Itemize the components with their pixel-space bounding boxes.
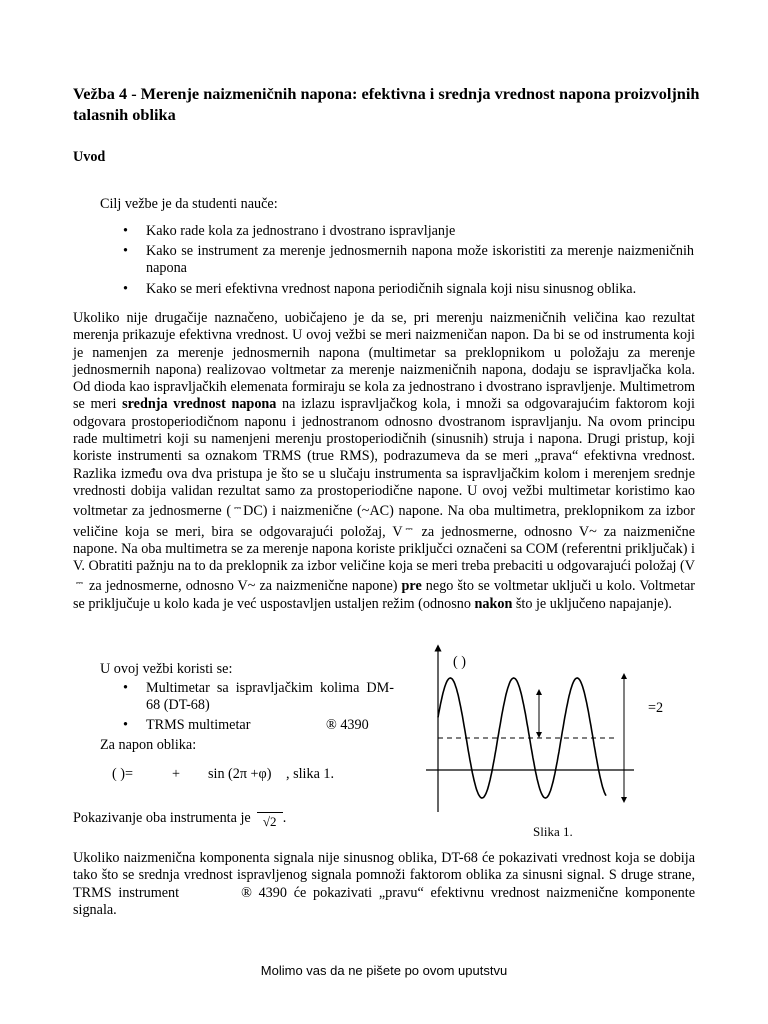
footer-note: Molimo vas da ne pišete po ovom uputstvu [260, 963, 508, 978]
closing-paragraph: Ukoliko naizmenična komponenta signala nije sinusnog oblika, DT-68 će pokazivati vrednost koja se dobija tako što se srednja vrednost ispravljenog signala pomnoži faktorom oblika za sinusni signal. S druge strane, TRMS instrument ® 4390 će pokazivati „pravu“ efektivnu vrednost naizmenične komponente signala. [73, 850, 695, 918]
bullet-item: • Kako se instrument za merenje jednosmernih napona može iskoristiti za merenje naizmeničnih napona [146, 243, 694, 278]
equipment-item: • Multimetar sa ispravljačkim kolima DM-68 (DT-68) [146, 680, 394, 715]
fraction [257, 806, 283, 831]
formula-sin: sin [208, 766, 225, 782]
axis-label: ( ) [453, 654, 466, 670]
main-paragraph: Ukoliko nije drugačije naznačeno, uobičajeno je da se, pri merenju naizmeničnih veličina kao rezultat merenja prikazuje efektivna vrednost. U ovoj vežbi se meri naizmeničan napon. Da bi se od instrumenta koji je namenjen za merenje jednosmernih napona (multimetar sa preklopnikom u položaju za merenje jednosmernih napona) realizovao voltmetar za merenje naizmeničnih napona, dodaju se ispravljačka kola. Od dioda kao ispravljačkih elemenata formiraju se kola za jednostrano i dvostrano ispravljenje. Multimetrom se meri srednja vrednost napona na izlazu ispravljačkog kola, i množi sa odgovarajućim faktorom koji odgovara prostoperiodičnom naponu i jednostranom odnosno dvostranom ispravljanju. Na ovom principu rade multimetri koji su namenjeni merenju prostoperiodičnih (sinusnih) struja i napona. Drugi pristup, koji koriste instrumenti sa oznakom TRMS (true RMS), podrazumeva da se meri „prava“ efektivna vrednost. Razlika između ova dva pristupa je što se u slučaju instrumenta sa ispravljačkim kolom i merenjem srednje vrednosti dobija validan rezultat samo za prostoperiodične napone. U ovoj vežbi multimetar koristimo kao voltmetar za jednosmerne ( ⎓ DC) i naizmenične (~AC) napone. Na oba multimetra, preklopnikom za izbor veličine koja se meri, bira se odgovarajući položaj, V ⎓ za jednosmerne, odnosno V~ za naizmenične napone. Na oba multimetra se za merenje napona koriste priključci označeni sa COM (referentni priključak) i V. Obratiti pažnju na to da preklopnik za izbor veličine koja se meri treba prebaciti u odgovarajući položaj (V⎓ za jednosmerne, odnosno V~ za naizmenične napone) pre nego što se voltmetar uključi u kolo. Voltmetar se priključuje u kolo kada je već uspostavljen ustaljen režim (odnosno nakon što je uključeno napajanje). [73, 310, 695, 612]
figure-caption: Slika 1. [533, 824, 573, 839]
intro-text: Cilj vežbe je da studenti nauče: [100, 196, 278, 212]
formula-suffix: , slika 1. [286, 766, 335, 782]
dc-symbol-icon: ⎓ [75, 578, 83, 589]
section-heading: Uvod [73, 149, 106, 165]
formula-plus: + [172, 766, 181, 782]
sqrt-two: √2 [262, 814, 277, 829]
waveform-intro: Za napon oblika: [100, 737, 197, 753]
indication-text: Pokazivanje oba instrumenta je √2 . [73, 806, 286, 831]
equipment-intro: U ovoj vežbi koristi se: [100, 661, 233, 677]
formula-lhs: ( )= [112, 766, 133, 782]
bullet-item: • Kako se meri efektivna vrednost napona periodičnih signala koji nisu sinusnog oblika. [146, 281, 694, 298]
dc-symbol-icon: ⎓ [405, 523, 412, 534]
equipment-item-brand: ® 4390 [326, 717, 369, 733]
dc-symbol-icon: ⎓ [233, 503, 241, 514]
equipment-item: • TRMS multimetar [146, 717, 276, 734]
document-title: Vežba 4 - Merenje naizmeničnih napona: efektivna i srednja vrednost napona proizvoljnih talasnih oblika [73, 84, 700, 124]
bullet-item: • Kako rade kola za jednostrano i dvostrano ispravljanje [146, 223, 694, 240]
side-label: =2 [648, 700, 664, 716]
formula-argument: (2π +φ) [228, 766, 272, 782]
